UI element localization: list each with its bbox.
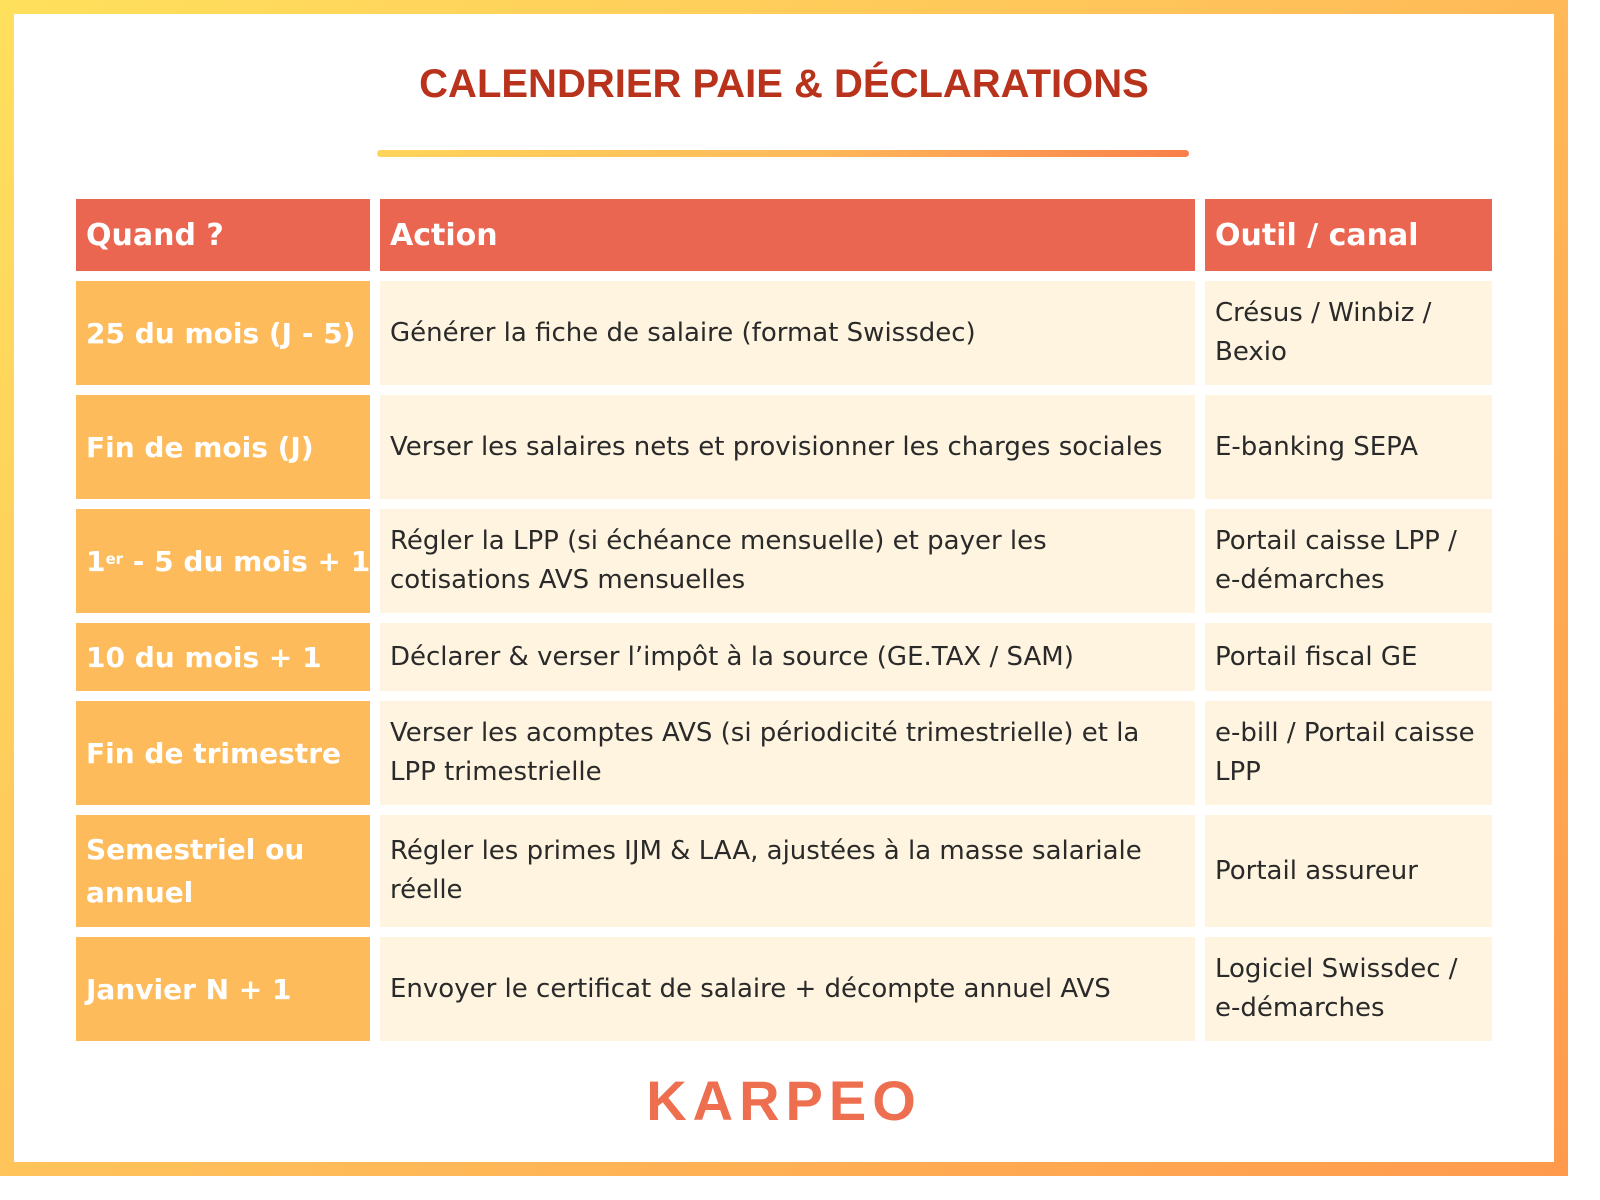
- row-when: Janvier N + 1: [76, 937, 370, 1041]
- row-when: Fin de mois (J): [76, 395, 370, 499]
- row-action: Générer la fiche de salaire (format Swissdec): [380, 281, 1195, 385]
- row-tool: E-banking SEPA: [1205, 395, 1492, 499]
- header-when: Quand ?: [76, 199, 370, 271]
- row-when: Fin de trimestre: [76, 701, 370, 805]
- row-tool: Logiciel Swissdec / e-démarches: [1205, 937, 1492, 1041]
- row-tool: Crésus / Winbiz / Bexio: [1205, 281, 1492, 385]
- row-action: Régler les primes IJM & LAA, ajustées à la masse salariale réelle: [380, 815, 1195, 927]
- row-tool: Portail fiscal GE: [1205, 623, 1492, 691]
- header-action: Action: [380, 199, 1195, 271]
- row-when: 1 $^{er}$ - 5 du mois + 1: [76, 509, 370, 613]
- row-action: Envoyer le certificat de salaire + décompte annuel AVS: [380, 937, 1195, 1041]
- title-underline: [377, 150, 1189, 157]
- row-action: Régler la LPP (si échéance mensuelle) et payer les cotisations AVS mensuelles: [380, 509, 1195, 613]
- row-action: Verser les salaires nets et provisionner les charges sociales: [380, 395, 1195, 499]
- row-tool: Portail caisse LPP / e-démarches: [1205, 509, 1492, 613]
- row-tool: e-bill / Portail caisse LPP: [1205, 701, 1492, 805]
- header-tool: Outil / canal: [1205, 199, 1492, 271]
- row-when: Semestriel ou annuel: [76, 815, 370, 927]
- row-when: 25 du mois (J - 5): [76, 281, 370, 385]
- row-action: Verser les acomptes AVS (si périodicité trimestrielle) et la LPP trimestrielle: [380, 701, 1195, 805]
- page-title: CALENDRIER PAIE & DÉCLARATIONS: [419, 62, 1149, 106]
- karpeo-logo: KARPEO: [646, 1069, 922, 1132]
- row-when: 10 du mois + 1: [76, 623, 370, 691]
- when-suffix: - 5 du mois + 1: [123, 544, 371, 578]
- row-action: Déclarer & verser l’impôt à la source (GE.TAX / SAM): [380, 623, 1195, 691]
- when-prefix: 1: [86, 544, 106, 578]
- row-tool: Portail assureur: [1205, 815, 1492, 927]
